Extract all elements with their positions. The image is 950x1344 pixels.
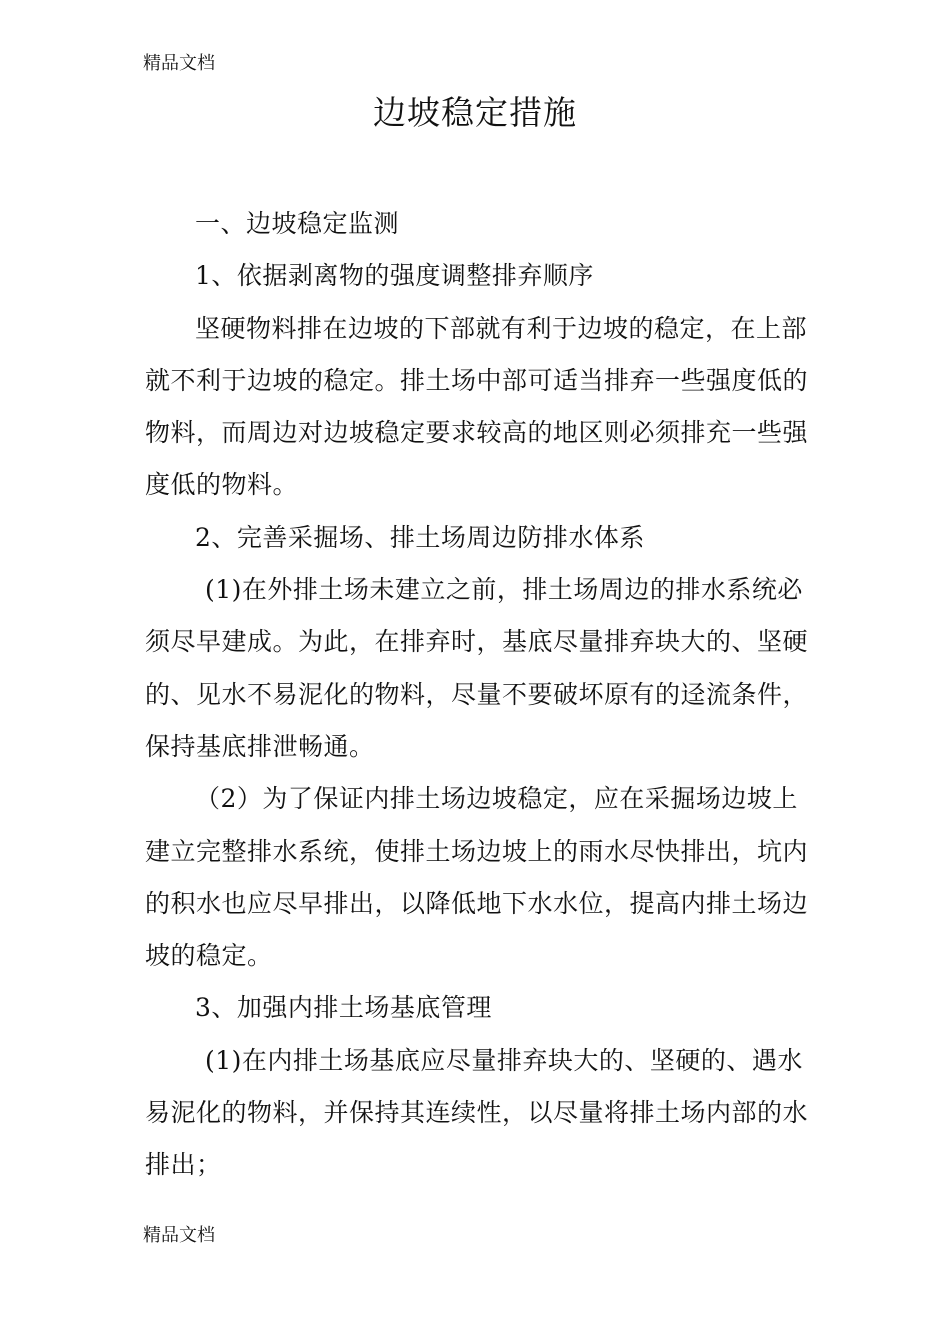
paragraph-line: 排出；: [145, 1150, 222, 1180]
section-heading: 一、边坡稳定监测: [195, 209, 400, 238]
document-body: [145, 198, 809, 1192]
paragraph-line: 物料，而周边对边坡稳定要求较高的地区则必须排充一些强: [145, 418, 809, 448]
paragraph-line: 坡的稳定。: [145, 941, 273, 971]
paragraph-line: 就不利于边坡的稳定。排土场中部可适当排弃一些强度低的: [145, 365, 809, 395]
paragraph-line: 须尽早建成。为此，在排弃时，基底尽量排弃块大的、坚硬: [145, 627, 809, 657]
paragraph-line: 易泥化的物料，并保持其连续性，以尽量将排土场内部的水: [145, 1098, 809, 1128]
subsection-heading: 3、加强内排土场基底管理: [195, 993, 492, 1023]
paragraph-line: （2）为了保证内排土场边坡稳定，应在采掘场边坡上: [195, 784, 798, 814]
paragraph-line: (1)在内排土场基底应尽量排弃块大的、坚硬的、遇水: [205, 1045, 803, 1075]
paragraph-line: 的积水也应尽早排出，以降低地下水水位，提高内排土场边: [145, 888, 809, 918]
document-title: 边坡稳定措施: [373, 93, 577, 132]
paragraph-line: 坚硬物料排在边坡的下部就有利于边坡的稳定，在上部: [195, 313, 808, 343]
header-watermark: 精品文档: [143, 53, 215, 74]
subsection-heading: 2、完善采掘场、排土场周边防排水体系: [195, 522, 645, 552]
paragraph-line: 的、见水不易泥化的物料，尽量不要破坏原有的迳流条件，: [145, 679, 809, 709]
paragraph-line: 保持基底排泄畅通。: [145, 731, 375, 761]
paragraph-line: (1)在外排土场未建立之前，排土场周边的排水系统必: [205, 575, 803, 605]
subsection-heading: 1、依据剥离物的强度调整排弃顺序: [195, 261, 594, 291]
footer-watermark: 精品文档: [143, 1225, 215, 1246]
paragraph-line: 建立完整排水系统，使排土场边坡上的雨水尽快排出，坑内: [145, 836, 809, 866]
paragraph-line: 度低的物料。: [145, 470, 299, 500]
